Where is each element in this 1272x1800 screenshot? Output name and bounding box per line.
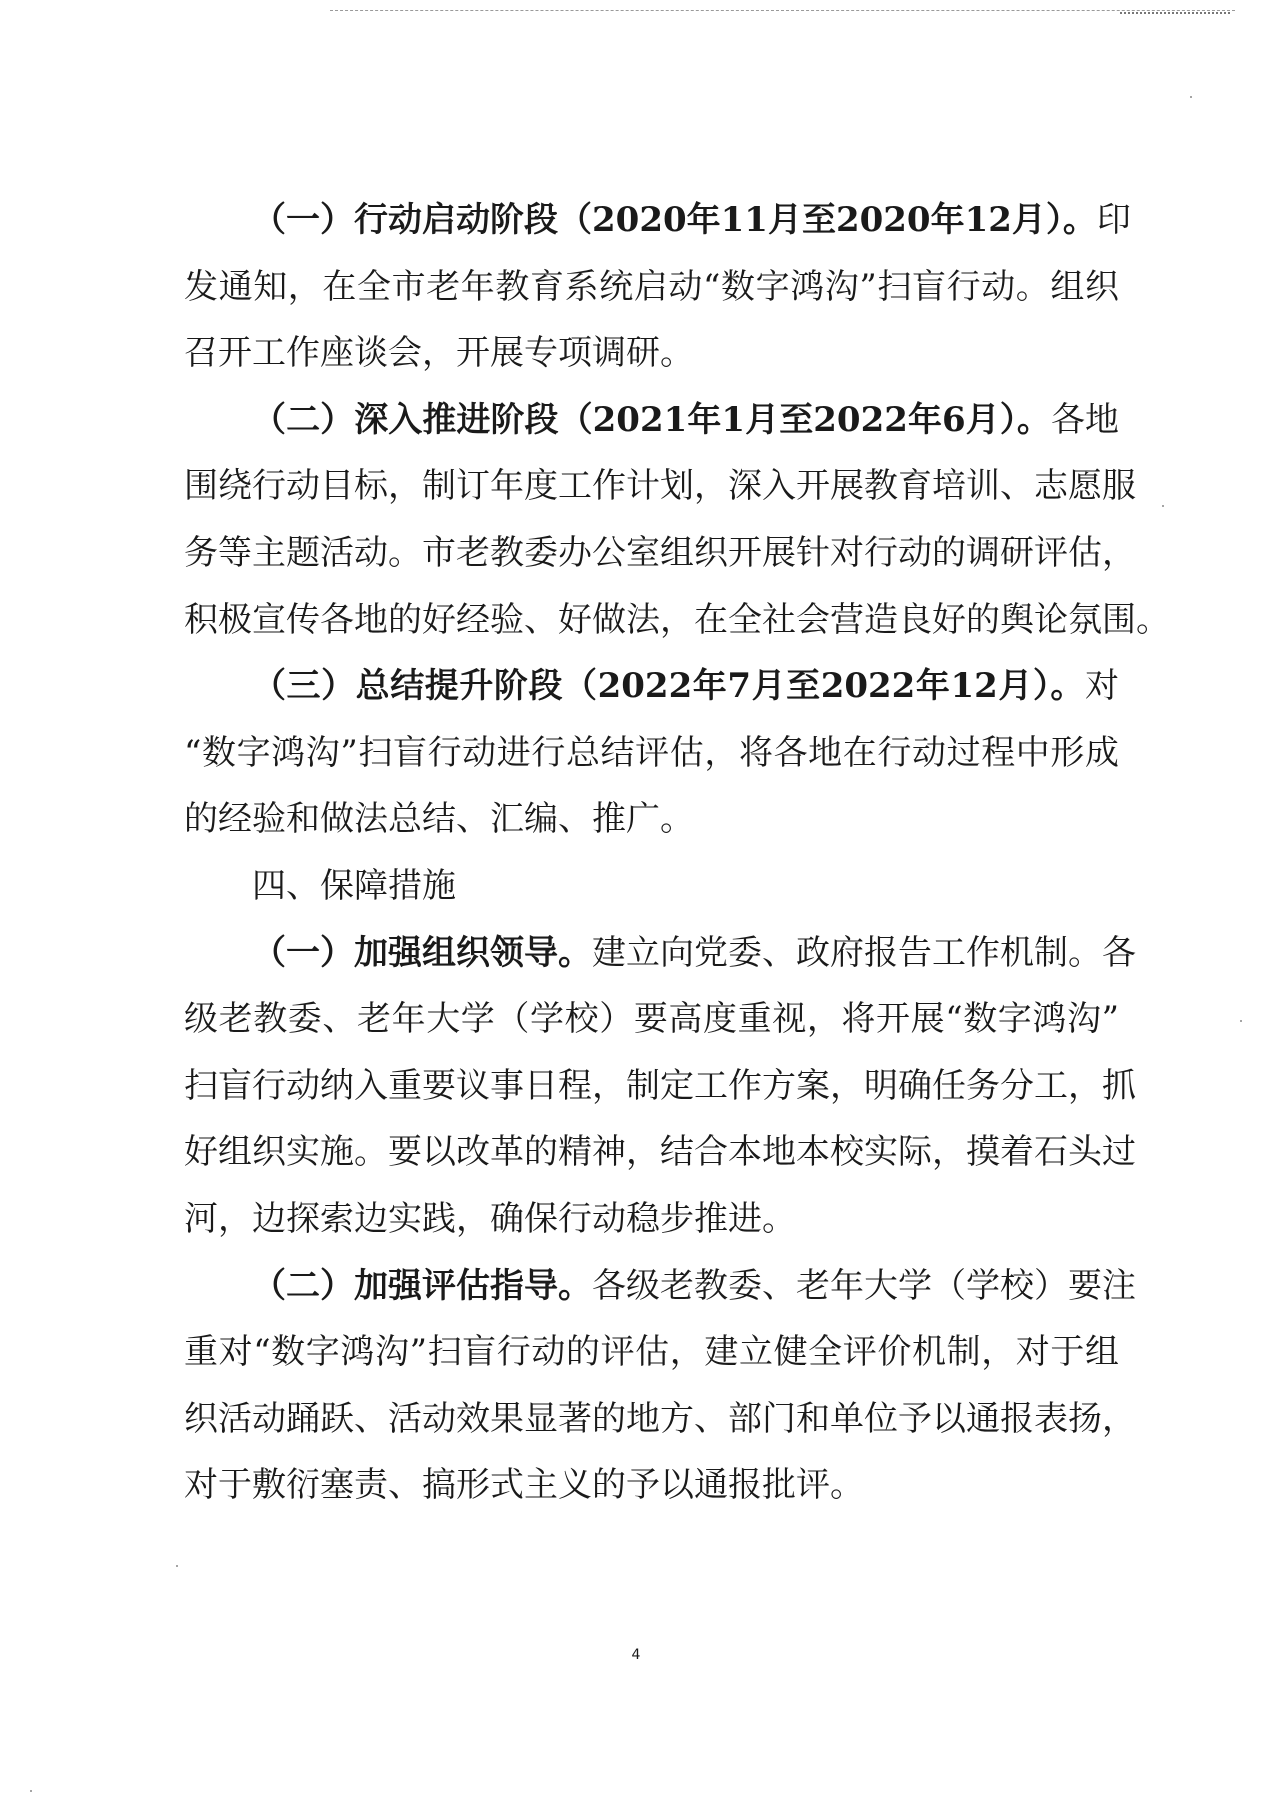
paragraph-stage-1-line-1 xyxy=(184,187,1131,254)
paragraph-line: 好组织实施。要以改革的精神，结合本地本校实际，摸着石头过 xyxy=(184,1132,1136,1173)
scan-speck xyxy=(1162,505,1164,507)
paragraph-line: 发通知，在全市老年教育系统启动“数字鸿沟”扫盲行动。组织 xyxy=(184,266,1119,307)
scan-border-top xyxy=(330,10,1235,11)
section-title: 四、保障措施 xyxy=(252,865,456,906)
stage-1-heading: （一）行动启动阶段（2020年11月至2020年12月）。 xyxy=(252,200,1097,240)
paragraph-line: 织活动踊跃、活动效果显著的地方、部门和单位予以通报表扬， xyxy=(184,1398,1136,1439)
paragraph-text: 各地 xyxy=(1050,399,1120,440)
paragraph-stage-2-line-1 xyxy=(184,387,1119,454)
paragraph-line: 的经验和做法总结、汇编、推广。 xyxy=(184,799,694,840)
document-body xyxy=(184,187,1170,1519)
paragraph-line: 扫盲行动纳入重要议事日程，制定工作方案，明确任务分工，抓 xyxy=(184,1065,1136,1106)
paragraph-line: 河，边探索边实践，确保行动稳步推进。 xyxy=(184,1198,796,1239)
measure-1-line-1 xyxy=(184,920,1136,987)
scan-speck xyxy=(30,1790,32,1792)
paragraph-text: 印 xyxy=(1096,200,1131,240)
measure-1-heading: （一）加强组织领导。 xyxy=(252,932,592,973)
paragraph-text: 各级老教委、老年大学（学校）要注 xyxy=(592,1265,1136,1306)
stage-3-heading: （三）总结提升阶段（2022年7月至2022年12月）。 xyxy=(252,666,1085,707)
measure-2-line-1 xyxy=(184,1253,1136,1320)
stage-2-heading: （二）深入推进阶段（2021年1月至2022年6月）。 xyxy=(252,399,1051,440)
paragraph-line: 召开工作座谈会，开展专项调研。 xyxy=(184,333,694,374)
paragraph-line: 级老教委、老年大学（学校）要高度重视，将开展“数字鸿沟” xyxy=(184,999,1119,1040)
paragraph-line: 对于敷衍塞责、搞形式主义的予以通报批评。 xyxy=(184,1465,864,1506)
measure-2-heading: （二）加强评估指导。 xyxy=(252,1265,592,1306)
paragraph-stage-3-line-1 xyxy=(184,653,1119,720)
scan-speck xyxy=(1190,96,1192,98)
scan-border-top-right xyxy=(1120,12,1230,14)
paragraph-text: 对 xyxy=(1085,666,1119,707)
scan-speck xyxy=(176,1565,178,1567)
scan-speck xyxy=(1240,1020,1242,1022)
paragraph-line: “数字鸿沟”扫盲行动进行总结评估，将各地在行动过程中形成 xyxy=(184,732,1119,773)
paragraph-line: 重对“数字鸿沟”扫盲行动的评估，建立健全评价机制，对于组 xyxy=(184,1332,1119,1373)
paragraph-line: 围绕行动目标，制订年度工作计划，深入开展教育培训、志愿服 xyxy=(184,466,1136,507)
paragraph-line: 务等主题活动。市老教委办公室组织开展针对行动的调研评估， xyxy=(184,532,1136,573)
paragraph-text: 建立向党委、政府报告工作机制。各 xyxy=(592,932,1136,973)
paragraph-line: 积极宣传各地的好经验、好做法，在全社会营造良好的舆论氛围。 xyxy=(184,599,1170,640)
page-number: 4 xyxy=(631,1647,641,1663)
